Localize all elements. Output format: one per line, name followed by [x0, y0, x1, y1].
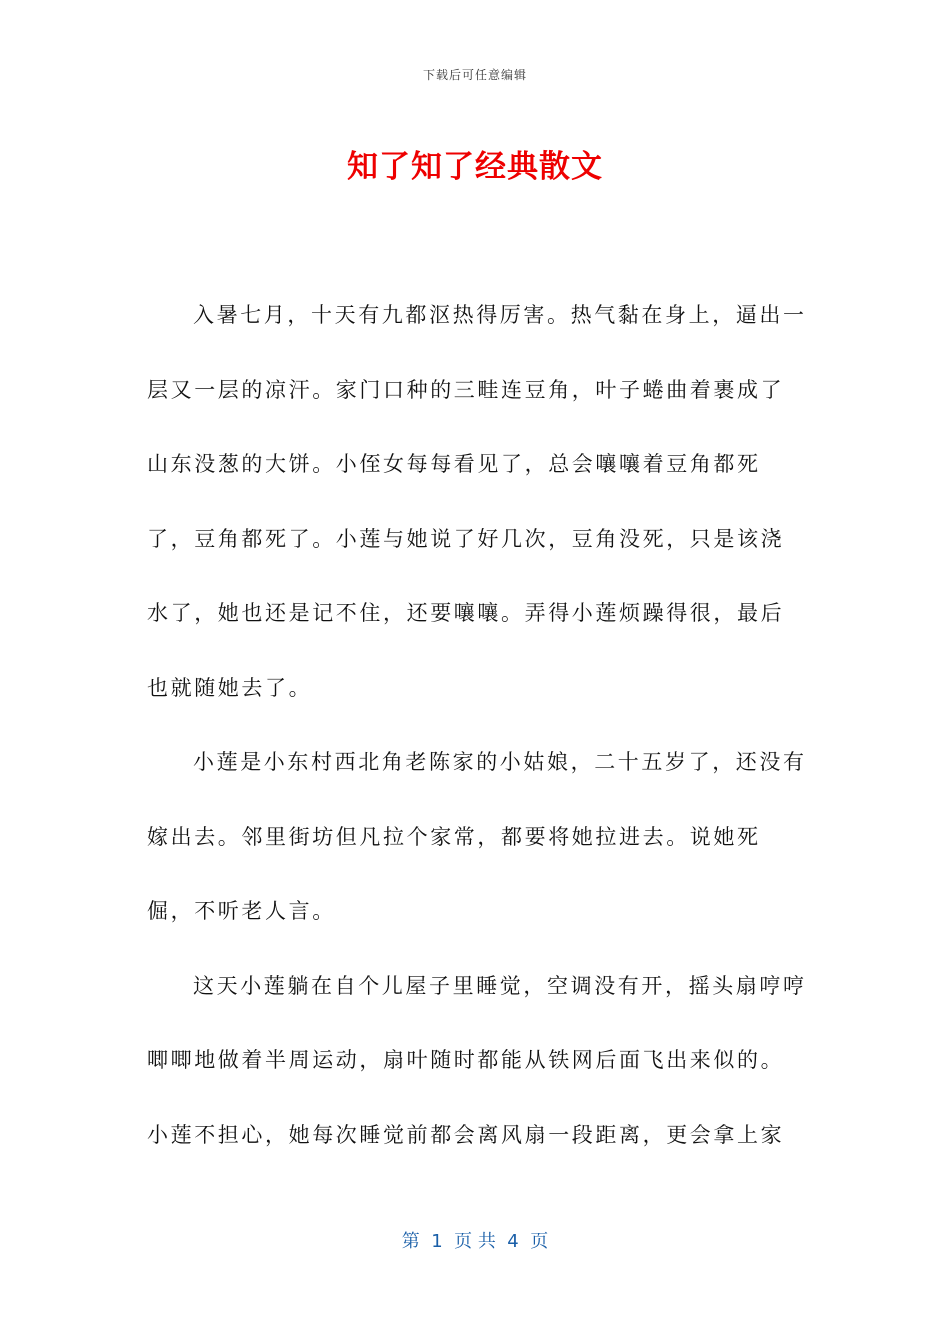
paragraph: 小莲是小东村西北角老陈家的小姑娘，二十五岁了，还没有嫁出去。邻里街坊但凡拉个家常，都要将她拉进去。说她死倔，不听老人言。 [147, 750, 807, 923]
paragraph: 这天小莲躺在自个儿屋子里睡觉，空调没有开，摇头扇哼哼唧唧地做着半周运动，扇叶随时都能从铁网后面飞出来似的。小莲不担心，她每次睡觉前都会离风扇一段距离，更会拿上家 [147, 973, 807, 1147]
document-title: 知了知了经典散文 [347, 149, 603, 185]
document-body [147, 278, 807, 1172]
header-note: 下载后可任意编辑 [422, 68, 527, 82]
paragraph: 入暑七月，十天有九都沤热得厉害。热气黏在身上，逼出一层又一层的凉汗。家门口种的三畦连豆角，叶子蜷曲着裹成了山东没葱的大饼。小侄女每每看见了，总会嚷嚷着豆角都死了，豆角都死了。小莲与她说了好几次，豆角没死，只是该浇水了，她也还是记不住，还要嚷嚷。弄得小莲烦躁得很，最后也就随她去了。 [147, 303, 807, 700]
page-number-footer: 第 1 页 共 4 页 [401, 1231, 549, 1252]
